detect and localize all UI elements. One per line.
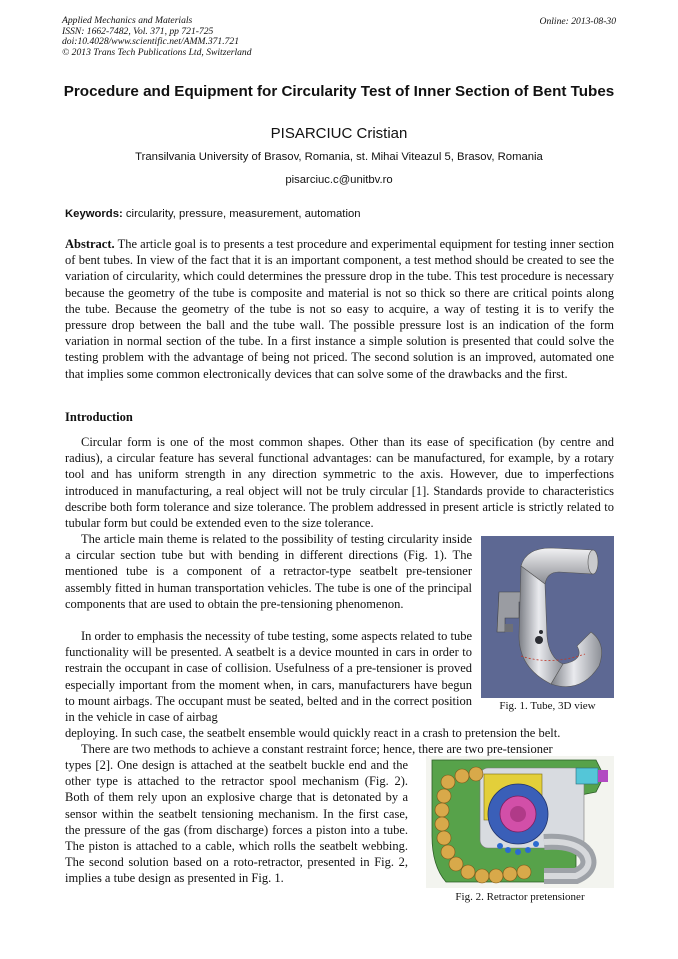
keywords [65, 208, 361, 220]
figure-2-image [426, 756, 614, 888]
retractor-pretensioner-illustration [426, 756, 614, 888]
section-heading-introduction: Introduction [65, 410, 133, 424]
figure-1-image [481, 536, 614, 698]
journal-header [62, 16, 252, 58]
author-affiliation: Transilvania University of Brasov, Romania, st. Mihai Viteazul 5, Brasov, Romania [135, 151, 543, 163]
intro-paragraph-2: The article main theme is related to the possibility of testing circularity inside a circular section tube but with bending in different directions (Fig. 1). The mentioned tube is a component of a retractor-type seatbelt pre-tensioner assembly fitted in human transportation vehicles. The tube is one of the principal components that are used to obtain the pre-tensioning phenomenon. [65, 532, 472, 611]
figure-2-caption: Fig. 2. Retractor pretensioner [455, 891, 585, 903]
journal-doi: doi:10.4028/www.scientific.net/AMM.371.721 [62, 36, 240, 48]
tube-3d-illustration [481, 536, 614, 698]
journal-name: Applied Mechanics and Materials [62, 15, 193, 26]
paper-title: Procedure and Equipment for Circularity Test of Inner Section of Bent Tubes [63, 83, 615, 100]
author-name: PISARCIUC Cristian [270, 125, 408, 142]
abstract-label: Abstract. [65, 237, 115, 251]
intro-paragraph-3: In order to emphasis the necessity of tube testing, some aspects related to tube functionality will be presented. A seatbelt is a device mounted in cars in order to restrain the occupant in case of collision. Usefulness of a pre-tensioner is proved especially important from the moment when, in cars, manufacturers have begun to mount airbags. The occupant must be seated, belted and in the correct position in the vehicle in case of airbag [65, 629, 472, 725]
online-date: Online: 2013-08-30 [539, 16, 616, 27]
intro-paragraph-4-start: There are two methods to achieve a constant restraint force; hence, there are two pre-tensioner [81, 742, 553, 756]
journal-issn: ISSN: 1662-7482, Vol. 371, pp 721-725 [62, 25, 214, 37]
intro-paragraph-4: types [2]. One design is attached at the seatbelt buckle end and the other type is attached to the retractor spool mechanism (Fig. 2). Both of them rely upon an explosive charge that is detonated by a sensor within the seatbelt tensioning mechanism. In the first case, the pressure of the gas (from discharge) forces a piston into a tube. The piston is attached to a cable, which rolls the seatbelt webbing. The second solution based on a roto-retractor, presented in Fig. 2, implies a tube design as presented in Fig. 1. [65, 758, 408, 886]
intro-paragraph-3-end: deploying. In such case, the seatbelt ensemble would quickly react in a crash to pretension the belt. [65, 726, 561, 740]
abstract-text: The article goal is to presents a test procedure and experimental equipment for testing inner section of bent tubes. In view of the fact that it is an important component, a test method should be created to see the variation of circularity, which could determines the pressure drop in the tube. This test procedure is necessary because the geometry of the tube is composite and material is not so thick so there are critical points along the tube. Because the geometry of the tube is not so easy to acquire, a way of testing it is to verify the pressure drop between the ball and the tube wall. The possible pressure lost is an indication of the form variation in normal section of the tube. In a first instance a simple solution is presented that could solve the testing problem with the advantage of being not priced. The second solution is an improved, automated one that implies some common electronically devices that can solve some of the drawbacks and the first. [65, 237, 614, 381]
abstract [65, 236, 614, 382]
author-email: pisarciuc.c@unitbv.ro [285, 174, 393, 186]
keywords-label: Keywords: [65, 208, 123, 220]
journal-copyright: © 2013 Trans Tech Publications Ltd, Switzerland [62, 46, 252, 58]
intro-paragraph-1: Circular form is one of the most common shapes. Other than its ease of specification (by centre and radius), a circular feature has several functional advantages: can be manufactured, for example, by a rotary tool and has uniform strength in any direction symmetric to the axis. However, due to imperfections introduced in manufacturing, a real object will not be truly circular [1]. Standards provide to characteristics describe both form tolerance and size tolerance. The problem addressed in present article is strictly related to tubular form but could be extended even to the size tolerance. [65, 435, 614, 531]
figure-1-caption: Fig. 1. Tube, 3D view [499, 700, 596, 712]
keywords-text: circularity, pressure, measurement, automation [122, 208, 361, 220]
